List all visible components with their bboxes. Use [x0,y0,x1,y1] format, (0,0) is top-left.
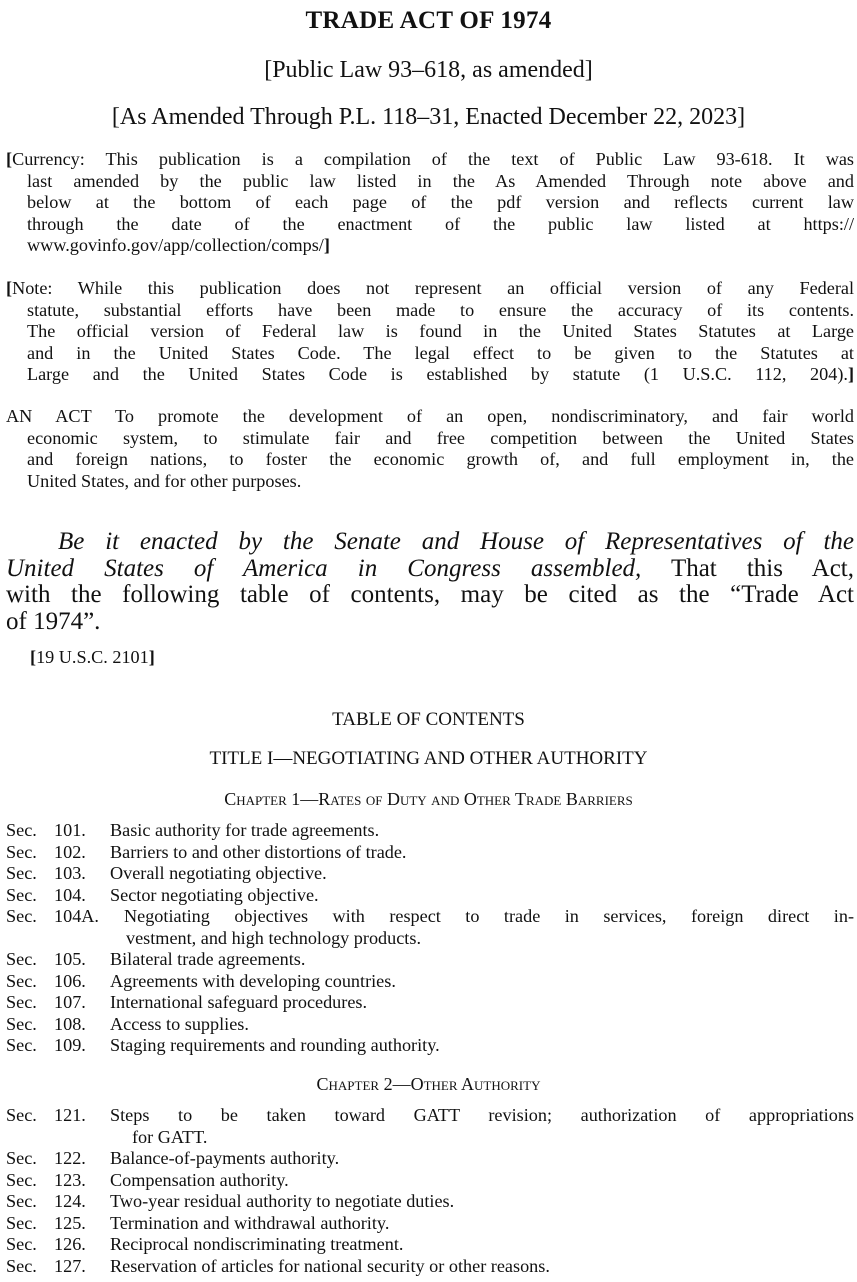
document-title: TRADE ACT OF 1974 [305,7,552,34]
section-prefix: Sec. [6,970,37,991]
govinfo-url[interactable]: www.govinfo.gov/app/collection/comps/ [27,235,324,255]
toc-entry[interactable] [6,1148,854,1170]
section-number: 109. [54,1035,86,1055]
toc-entry-line [6,1035,854,1057]
section-prefix: Sec. [6,1234,37,1254]
section-number: 124. [54,1191,86,1211]
section-number: 121. [54,1105,86,1125]
legal-note-line: The official version of Federal law is found in the United States Statutes at Large [27,321,854,341]
section-number: 125. [54,1212,86,1233]
toc-entry[interactable] [6,820,854,842]
currency-note-line: through the date of the enactment of the public law listed at https:// [27,213,854,234]
chapter-1-heading: Chapter 1—Rates of Duty and Other Trade Barriers [224,789,633,809]
section-number: 107. [54,992,86,1012]
section-number: 127. [54,1255,86,1276]
toc-entry[interactable] [6,842,854,864]
section-prefix: Sec. [6,1255,37,1276]
toc-entry[interactable] [6,1105,854,1148]
close-bracket: ] [323,235,330,255]
chapter-2-heading: Chapter 2—Other Authority [316,1074,541,1094]
act-description [6,406,854,492]
open-bracket: [ [6,149,13,169]
section-number: 123. [54,1169,86,1190]
toc-entry-line [6,885,854,907]
section-title: Sector negotiating objective. [110,884,319,905]
chapter-1-section-list [6,820,854,1057]
section-number: 103. [54,863,86,883]
legal-note-line: and in the United States Code. The legal effect to be given to the Statutes at [27,342,854,363]
toc-entry[interactable] [6,1170,854,1192]
close-bracket: ] [148,647,155,667]
section-title: Reciprocal nondiscriminating treatment. [110,1234,404,1254]
public-law-reference: [Public Law 93–618, as amended] [264,57,593,83]
toc-entry-line [6,1105,854,1127]
toc-entry[interactable] [6,885,854,907]
toc-entry-line [6,992,854,1014]
amended-through-note: [As Amended Through P.L. 118–31, Enacted December 22, 2023] [111,104,746,130]
toc-entry[interactable] [6,1256,854,1278]
section-prefix: Sec. [6,1013,37,1034]
enacting-clause-line: with the following table of contents, may be cited as the “Trade Act [6,581,854,608]
section-number: 104A. [54,906,99,926]
title-heading: TITLE I—NEGOTIATING AND OTHER AUTHORITY [209,748,648,769]
section-number: 126. [54,1234,86,1254]
legal-note-line: [Note: While this publication does not represent an official version of any Federal [6,278,854,298]
toc-entry[interactable] [6,906,854,949]
toc-entry[interactable] [6,1191,854,1213]
legal-note-line: Large and the United States Code is established by statute (1 U.S.C. 112, 204).] [27,364,854,384]
section-prefix: Sec. [6,1105,37,1125]
section-number: 104. [54,884,86,905]
enacting-clause-line: Be it enacted by the Senate and House of Representatives of the [58,528,854,555]
section-prefix: Sec. [6,1035,37,1055]
act-description-line: economic system, to stimulate fair and free competition between the United States [27,427,854,448]
toc-entry-line [6,971,854,993]
section-title: Balance-of-payments authority. [110,1148,340,1168]
toc-entry-line [6,820,854,842]
toc-entry-line [6,842,854,864]
toc-entry-line [6,1191,854,1213]
section-prefix: Sec. [6,992,37,1012]
act-description-line: AN ACT To promote the development of an open, nondiscriminatory, and fair world [6,406,854,426]
section-title: International safeguard procedures. [110,992,368,1012]
section-number: 105. [54,949,86,969]
section-prefix: Sec. [6,1169,37,1190]
toc-entry-line [6,1014,854,1036]
currency-note-line: below at the bottom of each page of the pdf version and reflects current law [27,192,854,212]
currency-note-line: [Currency: This publication is a compilation of the text of Public Law 93-618. It was [6,149,854,169]
toc-entry[interactable] [6,1035,854,1057]
toc-entry[interactable] [6,949,854,971]
legal-note-line: statute, substantial efforts have been made to ensure the accuracy of its contents. [27,299,854,320]
section-prefix: Sec. [6,1148,37,1168]
toc-entry[interactable] [6,971,854,993]
toc-entry-line [6,1256,854,1278]
toc-entry-line [6,1148,854,1170]
section-title: Bilateral trade agreements. [110,949,306,969]
section-number: 122. [54,1148,86,1168]
section-prefix: Sec. [6,863,37,883]
toc-entry[interactable] [6,992,854,1014]
section-title-continued: for GATT. [132,1126,208,1147]
section-title: Termination and withdrawal authority. [110,1212,390,1233]
section-title: Staging requirements and rounding authority. [110,1035,440,1055]
toc-entry[interactable] [6,1014,854,1036]
section-title: Negotiating objectives with respect to trade in services, foreign direct in- [124,906,854,926]
act-description-line: United States, and for other purposes. [27,470,302,491]
section-title: Overall negotiating objective. [110,863,327,883]
section-title: Basic authority for trade agreements. [110,820,380,840]
section-title-continued: vestment, and high technology products. [126,927,421,948]
currency-note-line [6,235,854,257]
section-prefix: Sec. [6,906,37,926]
toc-entry-line [6,863,854,885]
section-title: Reservation of articles for national security or other reasons. [110,1255,550,1276]
section-prefix: Sec. [6,949,37,969]
toc-entry-line [6,1234,854,1256]
section-title: Compensation authority. [110,1169,289,1190]
section-number: 108. [54,1013,86,1034]
section-title: Barriers to and other distortions of trade. [110,841,407,862]
toc-entry-line [6,1213,854,1235]
currency-note [6,149,854,257]
section-number: 101. [54,820,86,840]
section-title: Access to supplies. [110,1013,249,1034]
section-title: Agreements with developing countries. [110,970,396,991]
section-prefix: Sec. [6,820,37,840]
close-bracket: ] [847,364,854,384]
enacting-clause [6,529,854,635]
toc-entry[interactable] [6,863,854,885]
table-of-contents-heading: TABLE OF CONTENTS [332,709,525,730]
open-bracket: [ [6,278,13,298]
currency-note-line: last amended by the public law listed in the As Amended Through note above and [27,170,854,191]
enacting-clause-line: United States of America in Congress assembled, That this Act, [6,554,855,582]
enacting-clause-line: of 1974”. [6,607,101,635]
toc-entry-line [6,906,854,928]
section-number: 102. [54,841,86,862]
toc-entry-line [6,949,854,971]
section-prefix: Sec. [6,841,37,862]
section-title: Steps to be taken toward GATT revision; authorization of appropriations [110,1105,854,1125]
section-prefix: Sec. [6,1191,37,1211]
section-prefix: Sec. [6,884,37,905]
section-prefix: Sec. [6,1212,37,1233]
toc-entry-line [6,1170,854,1192]
chapter-2-section-list [6,1105,854,1277]
legal-note [6,278,854,386]
section-title: Two-year residual authority to negotiate duties. [110,1191,455,1211]
section-number: 106. [54,970,86,991]
open-bracket: [ [30,647,37,667]
act-description-line: and foreign nations, to foster the economic growth of, and full employment in, the [27,449,854,469]
toc-entry[interactable] [6,1213,854,1235]
usc-citation-text: 19 U.S.C. 2101 [36,647,149,667]
toc-entry[interactable] [6,1234,854,1256]
usc-citation [30,646,155,668]
